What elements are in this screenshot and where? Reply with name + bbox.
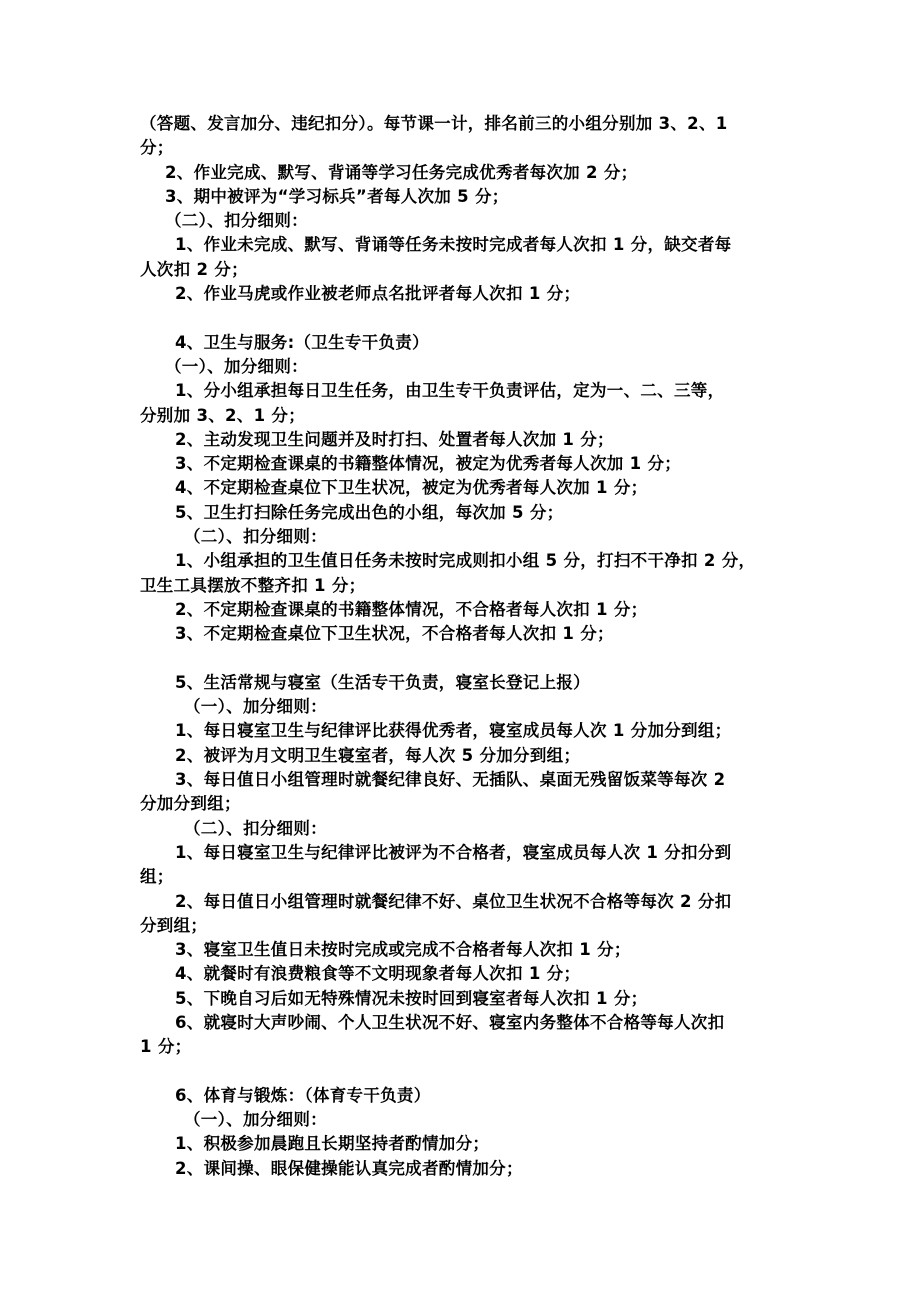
- text-line: 4、不定期检查桌位下卫生状况，被定为优秀者每人次加 1 分；: [175, 478, 648, 498]
- text-line: 1、作业未完成、默写、背诵等任务未按时完成者每人次扣 1 分，缺交者每: [175, 235, 732, 255]
- text-line: 分别加 3、2、1 分；: [140, 405, 306, 425]
- section-heading: 6、体育与锻炼：（体育专干负责）: [175, 1085, 431, 1105]
- text-line: 5、卫生打扫除任务完成出色的小组，每次加 5 分；: [175, 502, 564, 522]
- text-line: 3、寝室卫生值日未按时完成或完成不合格者每人次扣 1 分；: [175, 940, 631, 960]
- text-line: 分加分到组；: [140, 794, 241, 814]
- text-line: 2、主动发现卫生问题并及时打扫、处置者每人次加 1 分；: [175, 429, 614, 449]
- text-line: 分到组；: [140, 915, 208, 935]
- section-heading: 5、生活常规与寝室（生活专干负责，寝室长登记上报）: [175, 672, 590, 692]
- subsection-heading: （二）、扣分细则：: [184, 818, 327, 838]
- text-line: 分；: [140, 138, 174, 158]
- text-line: 3、期中被评为“学习标兵”者每人次加 5 分；: [165, 186, 509, 206]
- text-line: 2、不定期检查课桌的书籍整体情况，不合格者每人次扣 1 分；: [175, 599, 648, 619]
- text-line: 人次扣 2 分；: [140, 259, 248, 279]
- text-line: 5、下晚自习后如无特殊情况未按时回到寝室者每人次扣 1 分；: [175, 988, 648, 1008]
- text-line: 2、作业马虎或作业被老师点名批评者每人次扣 1 分；: [175, 284, 581, 304]
- text-line: 1、每日寝室卫生与纪律评比获得优秀者，寝室成员每人次 1 分加分到组；: [175, 721, 732, 741]
- blank-line: [140, 306, 800, 330]
- subsection-heading: （二）、扣分细则：: [184, 527, 327, 547]
- subsection-heading: （一）、加分细则：: [184, 1110, 327, 1130]
- section-heading: 4、卫生与服务:（卫生专干负责）: [175, 332, 429, 352]
- text-line: 1、分小组承担每日卫生任务，由卫生专干负责评估，定为一、二、三等，: [175, 381, 725, 401]
- text-line: 2、作业完成、默写、背诵等学习任务完成优秀者每次加 2 分；: [165, 162, 638, 182]
- text-line: 1、积极参加晨跑且长期坚持者酌情加分；: [175, 1134, 490, 1154]
- text-line: 1、小组承担的卫生值日任务未按时完成则扣小组 5 分，打扫不干净扣 2 分，: [175, 551, 756, 571]
- text-line: 组；: [140, 867, 174, 887]
- subsection-heading: （一）、加分细则：: [184, 697, 327, 717]
- text-line: 卫生工具摆放不整齐扣 1 分；: [140, 575, 366, 595]
- subsection-heading: （二）、扣分细则：: [165, 211, 308, 231]
- text-line: 3、不定期检查桌位下卫生状况，不合格者每人次扣 1 分；: [175, 624, 614, 644]
- document-body: [140, 112, 800, 1181]
- text-line: 3、不定期检查课桌的书籍整体情况，被定为优秀者每人次加 1 分；: [175, 454, 682, 474]
- text-line: 1 分；: [140, 1037, 192, 1057]
- subsection-heading: （一）、加分细则：: [165, 356, 308, 376]
- text-line: 4、就餐时有浪费粮食等不文明现象者每人次扣 1 分；: [175, 964, 581, 984]
- blank-line: [140, 1060, 800, 1084]
- text-line: 1、每日寝室卫生与纪律评比被评为不合格者，寝室成员每人次 1 分扣分到: [175, 842, 732, 862]
- text-line: （答题、发言加分、违纪扣分）。每节课一计，排名前三的小组分别加 3、2、1: [140, 114, 728, 133]
- text-line: 2、课间操、眼保健操能认真完成者酌情加分；: [175, 1158, 523, 1178]
- text-line: 6、就寝时大声吵闹、个人卫生状况不好、寝室内务整体不合格等每人次扣: [175, 1012, 725, 1032]
- text-line: 2、每日值日小组管理时就餐纪律不好、桌位卫生状况不合格等每次 2 分扣: [175, 891, 732, 911]
- text-line: 3、每日值日小组管理时就餐纪律良好、无插队、桌面无残留饭菜等每次 2: [175, 770, 726, 790]
- blank-line: [140, 647, 800, 671]
- text-line: 2、被评为月文明卫生寝室者，每人次 5 分加分到组；: [175, 745, 581, 765]
